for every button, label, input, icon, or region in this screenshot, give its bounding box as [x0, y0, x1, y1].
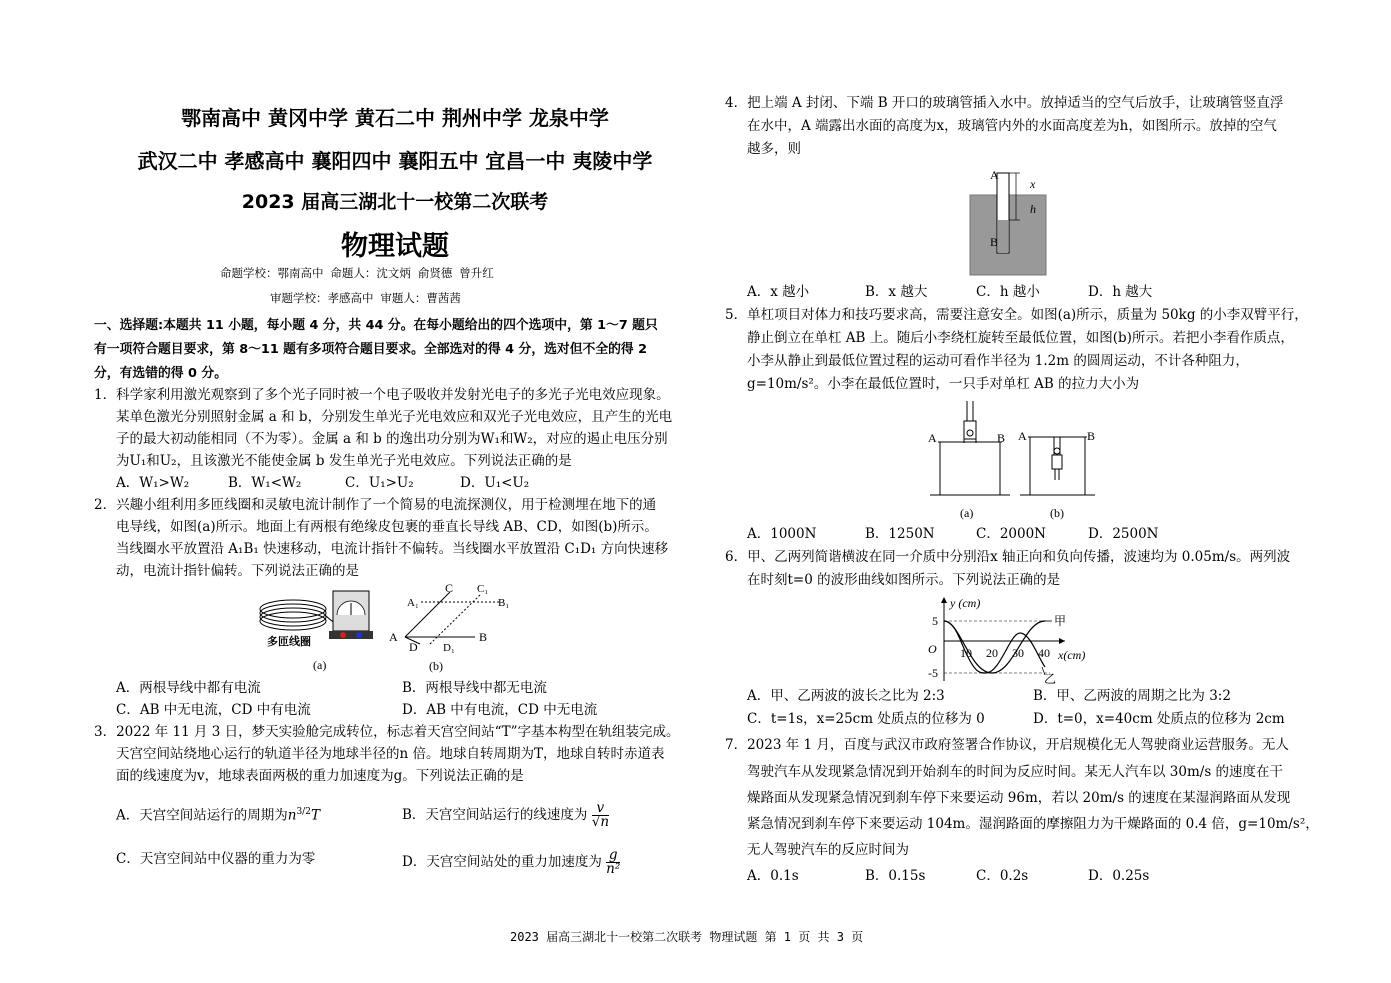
- q3-line-1: 3．2022 年 11 月 3 日，梦天实验舱完成转位，标志着天宫空间站“T”字基本构型在轨组装完成。: [94, 724, 680, 740]
- q7-line-3: 燥路面从发现紧急情况到刹车停下来要运动 96m，若以 20m/s 的速度在某湿润路面从发现: [747, 790, 1291, 806]
- q2-figure-b: [385, 582, 520, 677]
- q2-option-b: B．两根导线中都无电流: [402, 680, 547, 696]
- label-B: B: [479, 630, 488, 644]
- q3-option-a: [116, 802, 320, 827]
- section-intro-2: 有一项符合题目要求，第 8～11 题有多项符合题目要求。全部选对的得 4 分，选对但不全的得 2: [94, 342, 648, 357]
- q3-line-3: 面的线速度为v，地球表面两极的重力加速度为g。下列说法正确的是: [116, 768, 524, 784]
- page-footer: 2023 届高三湖北十一校第二次联考 物理试题 第 1 页 共 3 页: [510, 930, 864, 944]
- q2-option-d: D．AB 中有电流，CD 中无电流: [402, 702, 598, 718]
- q6-line-1: 6．甲、乙两列简谐横波在同一介质中分别沿x 轴正向和负向传播，波速均为 0.05m/s。两列波: [725, 549, 1291, 565]
- schools-line-2: 武汉二中 孝感高中 襄阳四中 襄阳五中 宜昌一中 夷陵中学: [137, 149, 653, 173]
- label-A-b: A: [1018, 429, 1027, 443]
- q1-option-c: C．U₁>U₂: [345, 475, 414, 491]
- q2-line-3: 当线圈水平放置沿 A₁B₁ 快速移动，电流计指针不偏转。当线圈水平放置沿 C₁D₁ 方向快速移: [116, 541, 669, 557]
- q7-option-c: C．0.2s: [976, 868, 1029, 884]
- q3-option-a-exp: 3/2: [296, 807, 311, 817]
- x-tick-20: 20: [986, 646, 998, 660]
- q4-line-1: 4．把上端 A 封闭、下端 B 开口的玻璃管插入水中。放掉适当的空气后放手，让玻璃管竖直浮: [725, 95, 1284, 111]
- subject-title: 物理试题: [341, 231, 449, 262]
- label-h: h: [1030, 202, 1036, 216]
- gymnast-hanging-icon: [1052, 437, 1062, 480]
- wave-jia-label: 甲: [1054, 614, 1067, 628]
- gymnast-handstand-icon: [964, 401, 976, 443]
- fig-b-label: (b): [429, 659, 443, 673]
- q3-option-c: C．天宫空间站中仪器的重力为零: [116, 851, 316, 867]
- q4-figure: [960, 165, 1060, 280]
- label-A: A: [389, 630, 398, 644]
- q1-option-b: B．W₁<W₂: [228, 475, 302, 491]
- q4-line-3: 越多，则: [747, 141, 801, 157]
- q6-line-2: 在时刻t=0 的波形曲线如图所示。下列说法正确的是: [747, 572, 1061, 588]
- q6-option-b: B．甲、乙两波的周期之比为 3:2: [1033, 688, 1231, 704]
- q3-option-b-num: v: [592, 802, 609, 816]
- reviewers-line: 审题学校：孝感高中 审题人：曹茜茜: [270, 291, 461, 305]
- section-intro-1: 一、选择题:本题共 11 小题，每小题 4 分，共 44 分。在每小题给出的四个选项中，第 1～7 题只: [94, 318, 658, 333]
- y-axis-label: y (cm): [950, 596, 981, 610]
- q1-line-1: 1．科学家利用激光观察到了多个光子同时被一个电子吸收并发射光电子的多光子光电效应现象。: [94, 387, 670, 403]
- q2-figure-a: [255, 585, 385, 675]
- q4-option-a: A．x 越小: [747, 284, 810, 300]
- q5-option-a: A．1000N: [747, 526, 817, 542]
- label-B1: B₁: [498, 597, 510, 609]
- q4-option-d: D．h 越大: [1088, 284, 1153, 300]
- q3-option-d: [402, 849, 620, 876]
- q2-option-a: A．两根导线中都有电流: [116, 680, 261, 696]
- q7-line-5: 无人驾驶汽车的反应时间为: [747, 842, 909, 858]
- label-B: B: [990, 235, 999, 249]
- q5-line-1: 5．单杠项目对体力和技巧要求高，需要注意安全。如图(a)所示，质量为 50kg 的小李双臂平行，: [725, 307, 1308, 323]
- fig-a-label: (a): [313, 658, 327, 672]
- galvanometer-icon: [329, 591, 373, 639]
- q4-option-c: C．h 越小: [976, 284, 1040, 300]
- q5-option-d: D．2500N: [1088, 526, 1159, 542]
- label-A-a: A: [928, 431, 937, 445]
- q1-line-3: 子的最大初动能相同（不为零）。金属 a 和 b 的逸出功分别为W₁和W₂，对应的遏止电压分别: [116, 431, 668, 447]
- q5-line-3: 小李从静止到最低位置过程的运动可看作半径为 1.2m 的圆周运动，不计各种阻力，: [747, 353, 1249, 369]
- q5-option-b: B．1250N: [865, 526, 935, 542]
- q3-option-d-num: g: [606, 849, 620, 863]
- section-intro-3: 分，有选错的得 0 分。: [94, 366, 227, 381]
- label-D: D: [409, 640, 418, 654]
- label-B-a: B: [997, 431, 1006, 445]
- label-C: C: [445, 581, 454, 595]
- q3-option-b-text: B．天宫空间站运行的线速度为: [402, 807, 588, 823]
- q7-line-1: 7．2023 年 1 月，百度与武汉市政府签署合作协议，开启规模化无人驾驶商业运营服务。无人: [725, 737, 1289, 753]
- q5-option-c: C．2000N: [976, 526, 1046, 542]
- q3-option-a-text: A．天宫空间站运行的周期为: [116, 807, 288, 824]
- x-tick-40: 40: [1038, 646, 1050, 660]
- x-tick-30: 30: [1012, 646, 1024, 660]
- q3-option-b-den: √n: [591, 814, 610, 830]
- q5-figure: [920, 395, 1110, 525]
- x-axis-label: x(cm): [1058, 648, 1086, 662]
- y-tick-5: 5: [932, 614, 938, 628]
- x-tick-10: 10: [960, 646, 972, 660]
- wave-yi-label: 乙: [1044, 672, 1057, 686]
- label-A1: A₁: [407, 597, 419, 609]
- q4-option-b: B．x 越大: [865, 284, 928, 300]
- fig-a-label: (a): [960, 506, 974, 520]
- q6-option-c: C．t=1s，x=25cm 处质点的位移为 0: [747, 711, 985, 727]
- q7-option-a: A．0.1s: [747, 868, 799, 884]
- q2-line-2: 电导线，如图(a)所示。地面上有两根有绝缘皮包裹的垂直长导线 AB、CD，如图(b)所示。: [116, 519, 658, 535]
- q2-option-c: C．AB 中无电流，CD 中有电流: [116, 702, 311, 718]
- fig-b-label: (b): [1050, 506, 1064, 520]
- q6-wave-graph: [920, 593, 1105, 685]
- q3-line-2: 天宫空间站绕地心运行的轨道半径为地球半径的n 倍。地球自转周期为T，地球自转时赤道表: [116, 746, 665, 762]
- y-tick-neg5: -5: [928, 666, 938, 680]
- origin-label: O: [928, 642, 937, 656]
- q7-line-2: 驾驶汽车从发现紧急情况到开始刹车的时间为反应时间。某无人汽车以 30m/s 的速度在干: [747, 764, 1284, 780]
- q4-line-2: 在水中，A 端露出水面的高度为x，玻璃管内外的水面高度差为h，如图所示。放掉的空气: [747, 118, 1277, 134]
- label-C1: C₁: [477, 583, 489, 595]
- q2-line-1: 2．兴趣小组利用多匝线圈和灵敏电流计制作了一个简易的电流探测仪，用于检测埋在地下的通: [94, 497, 657, 513]
- q1-line-2: 某单色激光分别照射金属 a 和 b，分别发生单光子光电效应和双光子光电效应，且产生的光电: [116, 409, 673, 425]
- q6-option-a: A．甲、乙两波的波长之比为 2:3: [747, 688, 945, 704]
- label-A: A: [990, 168, 999, 182]
- q7-option-b: B．0.15s: [865, 868, 926, 884]
- q5-line-4: g=10m/s²。小李在最低位置时，一只手对单杠 AB 的拉力大小为: [747, 376, 1140, 392]
- q3-option-d-text: D．天宫空间站处的重力加速度为: [402, 854, 602, 870]
- q1-option-d: D．U₁<U₂: [460, 475, 530, 491]
- q3-option-d-den: n²: [606, 861, 621, 877]
- q5-line-2: 静止倒立在单杠 AB 上。随后小李绕杠旋转至最低位置，如图(b)所示。若把小李看作质点，: [747, 330, 1294, 346]
- label-x: x: [1030, 177, 1036, 191]
- q1-option-a: A．W₁>W₂: [116, 475, 190, 491]
- q3-option-a-T: T: [310, 807, 320, 824]
- q1-line-4: 为U₁和U₂，且该激光不能使金属 b 发生单光子光电效应。下列说法正确的是: [116, 453, 572, 469]
- coil-label: 多匝线圈: [267, 636, 311, 648]
- schools-line-1: 鄂南高中 黄冈中学 黄石二中 荆州中学 龙泉中学: [181, 106, 609, 130]
- q6-option-d: D．t=0，x=40cm 处质点的位移为 2cm: [1033, 711, 1285, 727]
- label-B-b: B: [1087, 429, 1096, 443]
- q3-option-a-n: n: [287, 807, 297, 824]
- q7-option-d: D．0.25s: [1088, 868, 1150, 884]
- q3-option-b: [402, 802, 609, 829]
- q2-line-4: 动，电流计指针偏转。下列说法正确的是: [116, 563, 359, 579]
- label-D1: D₁: [443, 642, 455, 654]
- exam-title: 2023 届高三湖北十一校第二次联考: [241, 191, 549, 213]
- q7-line-4: 紧急情况到刹车停下来要运动 104m。湿润路面的摩擦阻力为干燥路面的 0.4 倍，g=10m/s²，: [747, 816, 1319, 832]
- authors-line: 命题学校：鄂南高中 命题人：沈文炳 俞贤德 曾升红: [220, 266, 494, 280]
